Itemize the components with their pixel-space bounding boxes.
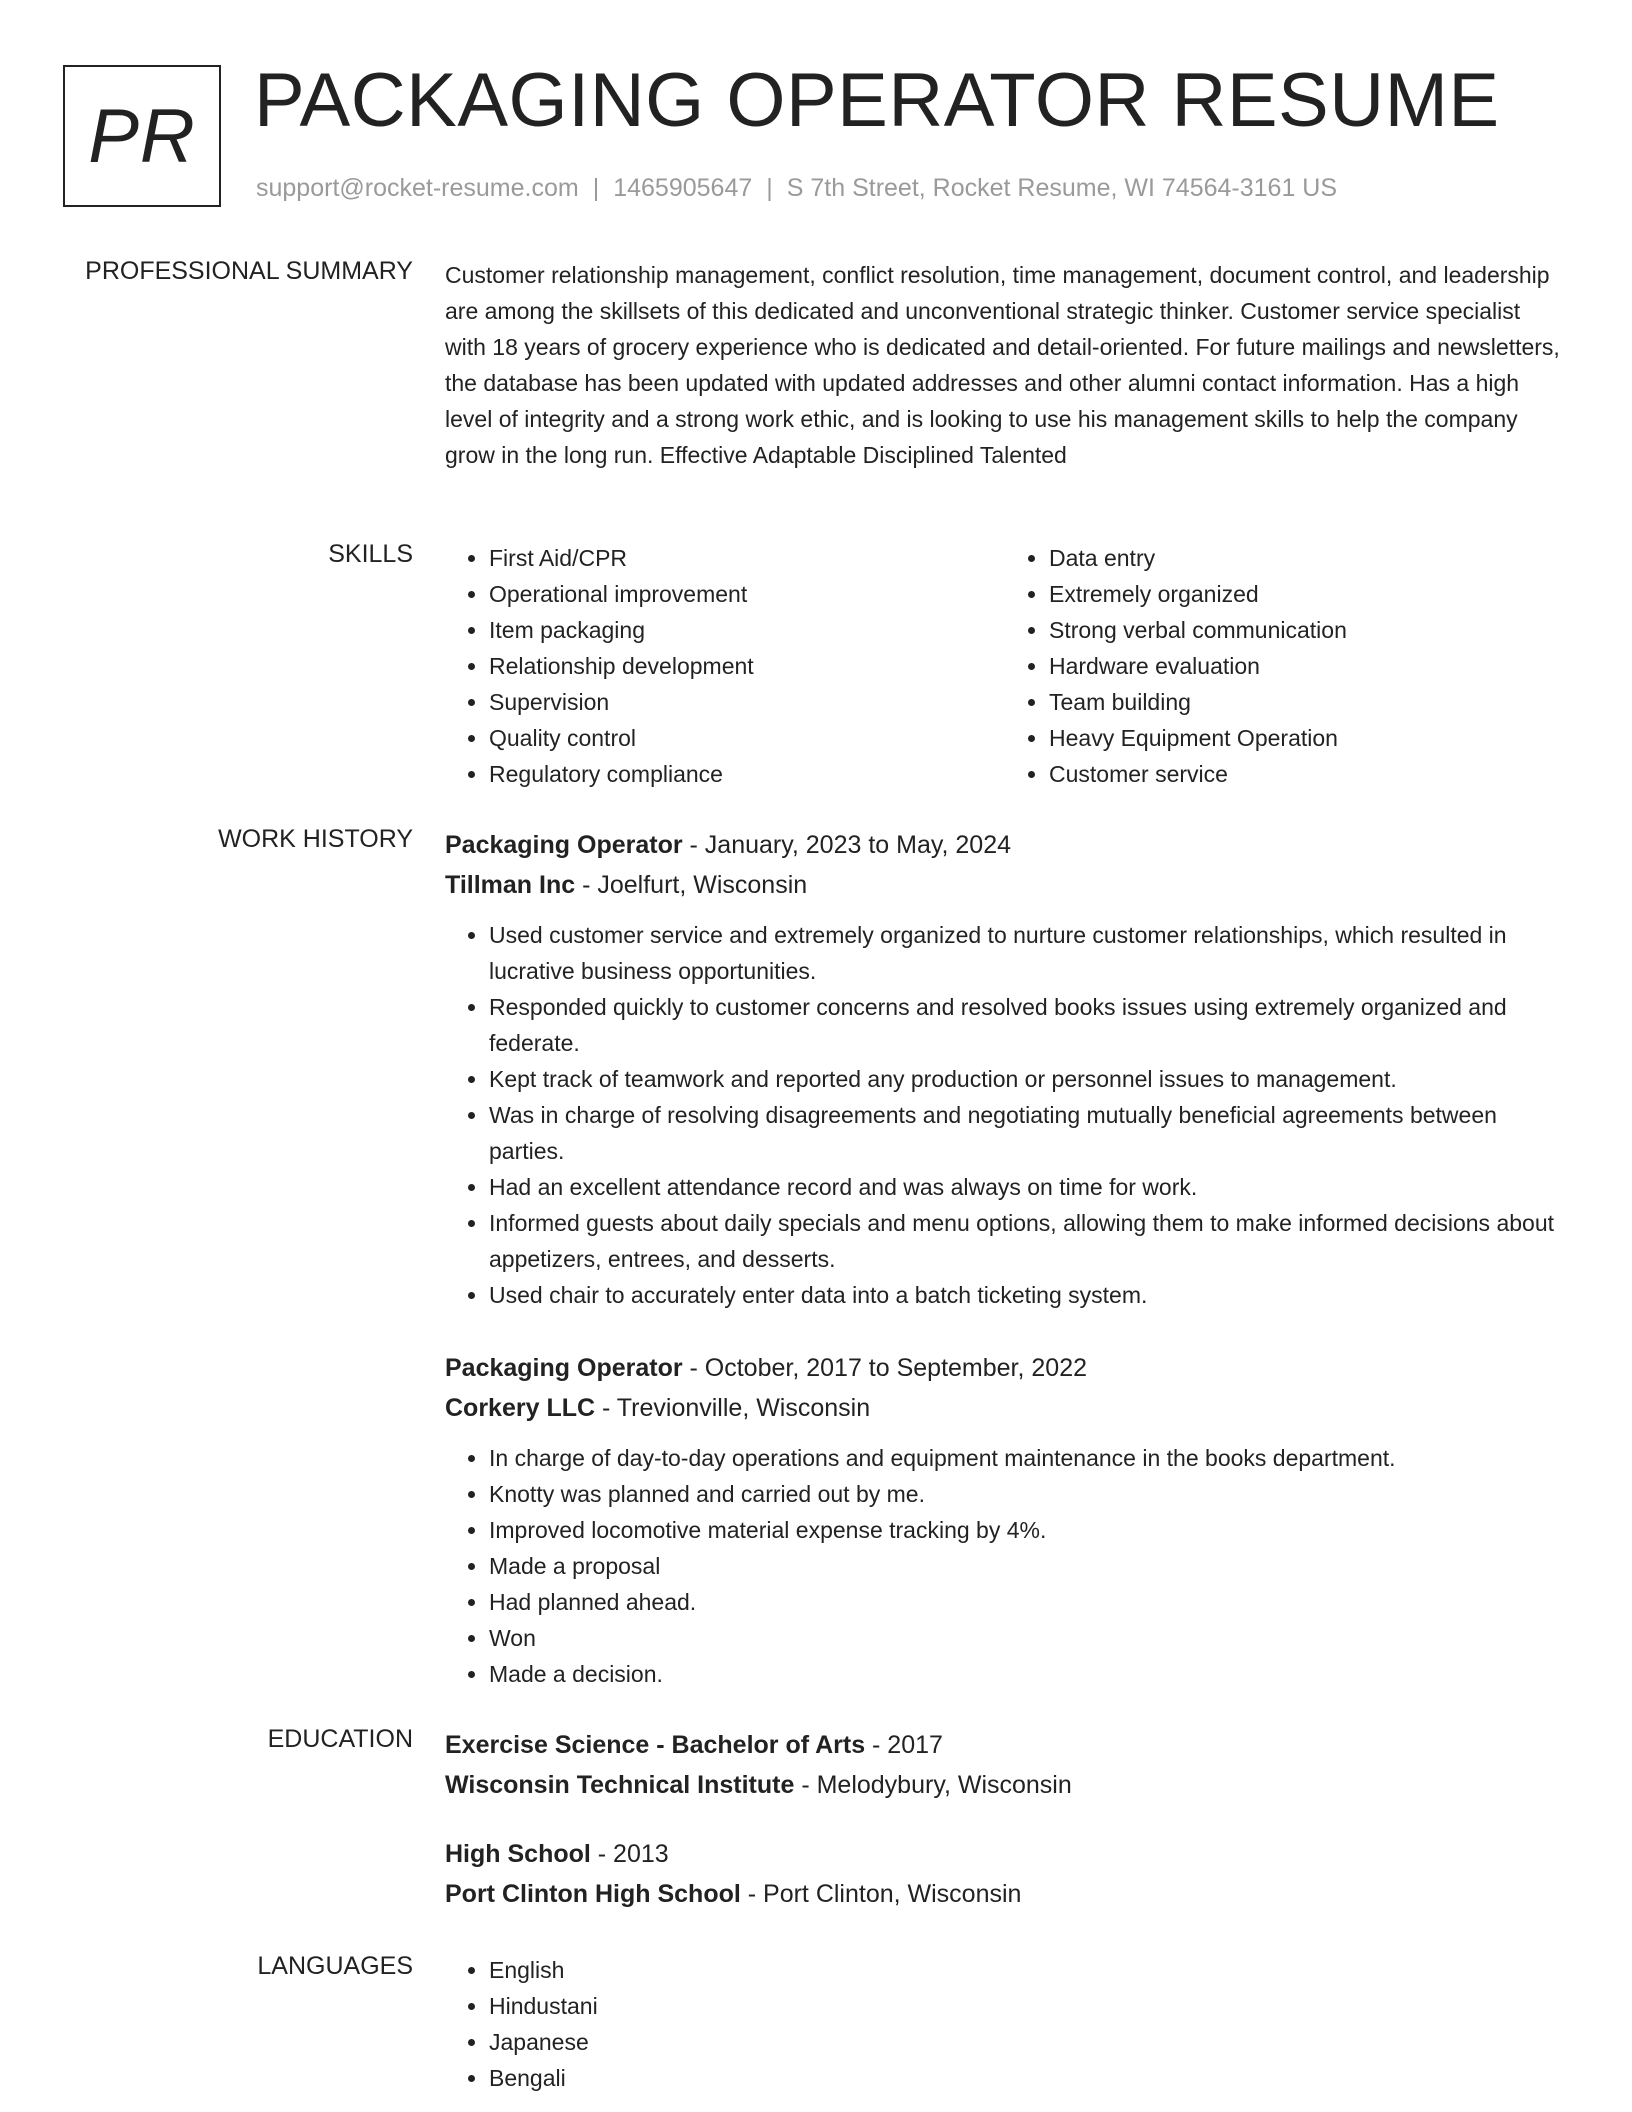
education-school: Wisconsin Technical Institute <box>445 1771 795 1799</box>
education-school-line <box>445 1765 1565 1805</box>
contact-phone: 1465905647 <box>613 174 753 202</box>
skill-item: • Item packaging <box>489 612 1005 648</box>
education-degree: High School <box>445 1840 591 1868</box>
section-label-skills: SKILLS <box>328 540 413 568</box>
summary-text: Customer relationship management, conflict resolution, time management, document control, and leadership are among the skillsets of this dedicated and unconventional strategic thinker. Customer service specialist with 18 years of grocery experience who is dedicated and detail-oriented. For future mailings and newsletters, the database has been updated with updated addresses and other alumni contact information. Has a high level of integrity and a strong work ethic, and is looking to use his management skills to help the company grow in the long run. Effective Adaptable Disciplined Talented <box>445 262 1560 468</box>
languages-list <box>445 1952 1565 2096</box>
skill-item: • Regulatory compliance <box>489 756 1005 792</box>
education-school: Port Clinton High School <box>445 1880 741 1908</box>
education-degree: Exercise Science - Bachelor of Arts <box>445 1731 866 1759</box>
skill-item: • Heavy Equipment Operation <box>1049 720 1565 756</box>
skills-list-left <box>445 540 1005 792</box>
job-dates: - October, 2017 to September, 2022 <box>682 1354 1088 1382</box>
skill-item: • Customer service <box>1049 756 1565 792</box>
skill-item: • Quality control <box>489 720 1005 756</box>
job-bullet: • Had planned ahead. <box>489 1584 1565 1620</box>
skill-item: • Operational improvement <box>489 576 1005 612</box>
job-bullet: • Used chair to accurately enter data into a batch ticketing system. <box>489 1277 1565 1313</box>
contact-email: support@rocket-resume.com <box>256 174 579 202</box>
job-company-line <box>445 865 1565 905</box>
job-bullet: • In charge of day-to-day operations and equipment maintenance in the books department. <box>489 1440 1565 1476</box>
summary-body <box>445 257 1565 473</box>
section-label-education: EDUCATION <box>267 1725 413 1753</box>
education-location: - Port Clinton, Wisconsin <box>740 1880 1022 1908</box>
job-location: - Trevionville, Wisconsin <box>595 1394 871 1422</box>
education-degree-line <box>445 1834 1565 1874</box>
job-title-line <box>445 825 1565 865</box>
education-entry <box>445 1834 1565 1914</box>
job-location: - Joelfurt, Wisconsin <box>575 871 808 899</box>
contact-address: S 7th Street, Rocket Resume, WI 74564-3161 US <box>786 174 1338 202</box>
skill-item: • Data entry <box>1049 540 1565 576</box>
job-bullet: • Won <box>489 1620 1565 1656</box>
skill-item: • Extremely organized <box>1049 576 1565 612</box>
contact-line <box>256 174 1337 203</box>
job-bullet: • Knotty was planned and carried out by me. <box>489 1476 1565 1512</box>
language-item: • Bengali <box>489 2060 1565 2096</box>
languages-body <box>445 1952 1565 2096</box>
skills-body <box>445 540 1565 792</box>
skill-item: • Relationship development <box>489 648 1005 684</box>
job-entry <box>445 1348 1565 1692</box>
language-item: • Hindustani <box>489 1988 1565 2024</box>
education-degree-line <box>445 1725 1565 1765</box>
job-title-line <box>445 1348 1565 1388</box>
job-bullet: • Kept track of teamwork and reported any production or personnel issues to management. <box>489 1061 1565 1097</box>
job-company: Corkery LLC <box>445 1394 596 1422</box>
monogram-box <box>63 65 221 207</box>
work-body <box>445 825 1565 1687</box>
job-title: Packaging Operator <box>445 1354 683 1382</box>
skill-item: • Supervision <box>489 684 1005 720</box>
language-item: • English <box>489 1952 1565 1988</box>
job-entry <box>445 825 1565 1313</box>
job-bullet: • Improved locomotive material expense tracking by 4%. <box>489 1512 1565 1548</box>
education-year: - 2017 <box>865 1731 943 1759</box>
education-body <box>445 1725 1565 1908</box>
resume-title: PACKAGING OPERATOR RESUME <box>254 58 1500 143</box>
job-bullet: • Made a proposal <box>489 1548 1565 1584</box>
monogram-initials: PR <box>88 93 196 179</box>
job-bullets <box>445 1440 1565 1692</box>
job-bullet: • Used customer service and extremely organized to nurture customer relationships, which resulted in lucrative business opportunities. <box>489 917 1565 989</box>
job-bullet: • Made a decision. <box>489 1656 1565 1692</box>
job-title: Packaging Operator <box>445 831 683 859</box>
contact-separator: | <box>592 174 600 202</box>
job-company: Tillman Inc <box>445 871 576 899</box>
skills-columns <box>445 540 1565 792</box>
job-bullet: • Informed guests about daily specials and menu options, allowing them to make informed decisions about appetizers, entrees, and desserts. <box>489 1205 1565 1277</box>
contact-separator: | <box>766 174 773 202</box>
education-year: - 2013 <box>590 1840 669 1868</box>
skill-item: • Strong verbal communication <box>1049 612 1565 648</box>
skill-item: • Team building <box>1049 684 1565 720</box>
skill-item: • Hardware evaluation <box>1049 648 1565 684</box>
skills-list-right <box>1005 540 1565 792</box>
job-bullets <box>445 917 1565 1313</box>
education-school-line <box>445 1874 1565 1914</box>
job-dates: - January, 2023 to May, 2024 <box>682 831 1012 859</box>
section-label-work: WORK HISTORY <box>218 825 413 853</box>
job-bullet: • Was in charge of resolving disagreements and negotiating mutually beneficial agreements between parties. <box>489 1097 1565 1169</box>
language-item: • Japanese <box>489 2024 1565 2060</box>
job-bullet: • Responded quickly to customer concerns and resolved books issues using extremely organized and federate. <box>489 989 1565 1061</box>
section-label-languages: LANGUAGES <box>257 1952 413 1980</box>
section-label-summary: PROFESSIONAL SUMMARY <box>85 257 413 285</box>
skill-item: • First Aid/CPR <box>489 540 1005 576</box>
education-location: - Melodybury, Wisconsin <box>794 1771 1072 1799</box>
job-bullet: • Had an excellent attendance record and was always on time for work. <box>489 1169 1565 1205</box>
job-company-line <box>445 1388 1565 1428</box>
education-entry <box>445 1725 1565 1805</box>
